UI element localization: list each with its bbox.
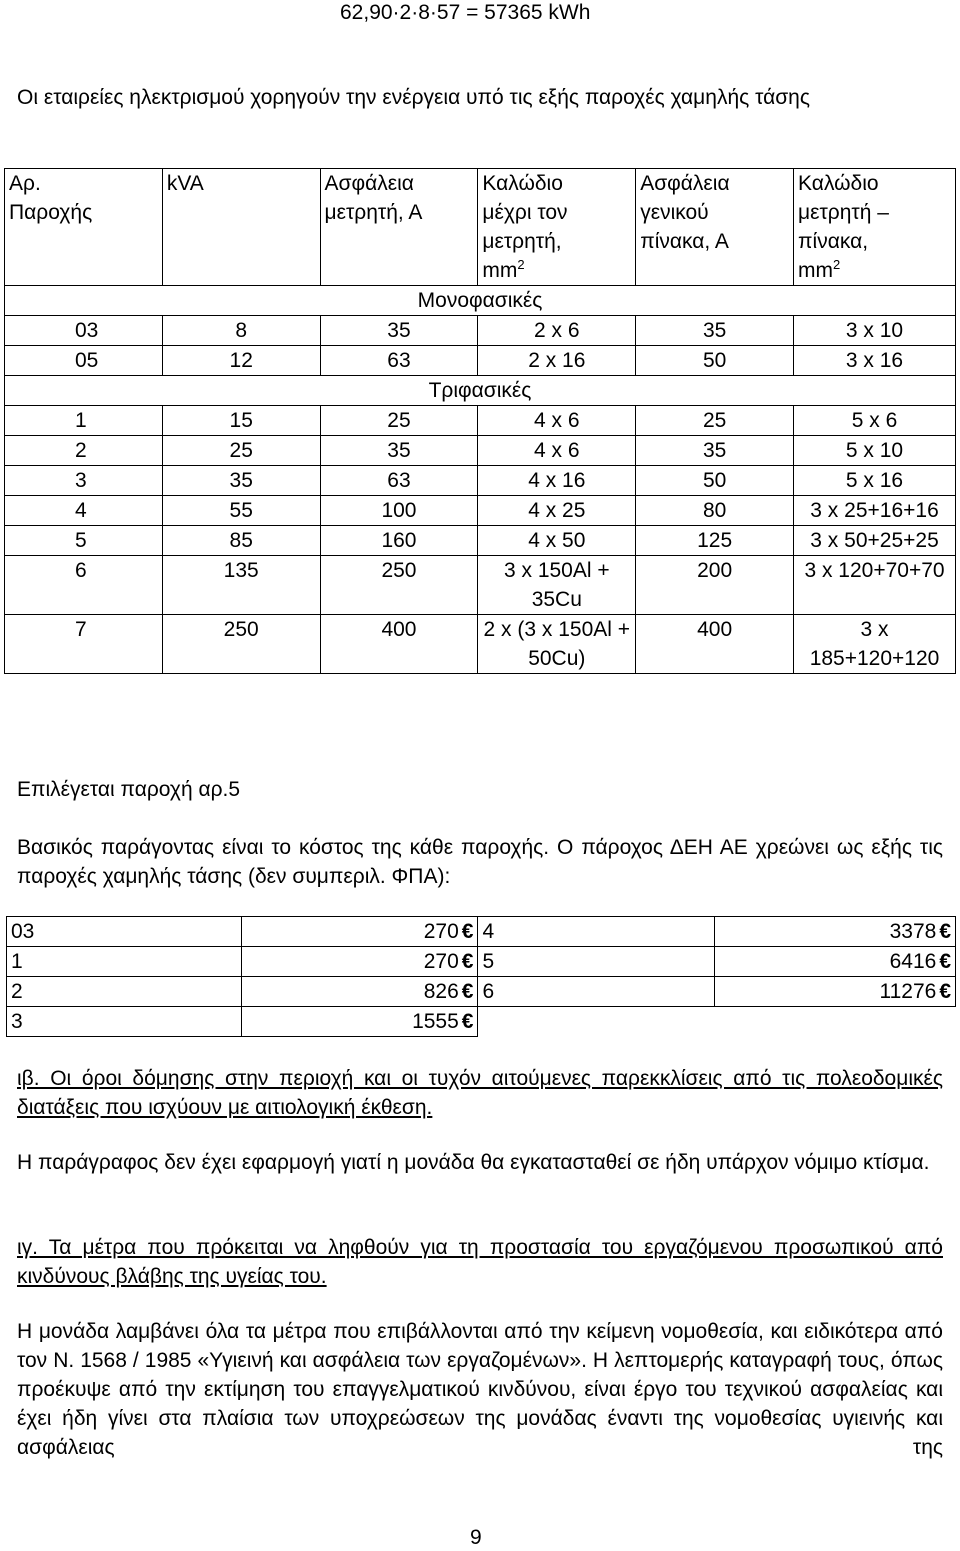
column-header (478, 169, 636, 286)
table-cell: 7 (5, 615, 163, 674)
superscript: 2 (517, 257, 525, 272)
header-line: kVA (166, 172, 204, 195)
table-cell: 160 (320, 526, 478, 556)
supply-cost (241, 977, 478, 1007)
supply-cost (715, 977, 956, 1007)
intro-paragraph: Οι εταιρείες ηλεκτρισμού χορηγούν την ενέργεια υπό τις εξής παροχές χαμηλής τάσης (17, 86, 810, 109)
section-ib-heading: ιβ. Οι όροι δόμησης στην περιοχή και οι τυχόν αιτούμενες παρεκκλίσεις από τις πολεοδομικές διατάξεις που ισχύουν με αιτιολογική έκθεση. (17, 1067, 943, 1119)
table-cell: 400 (636, 615, 794, 674)
section-row-single (5, 286, 956, 316)
table-cell: 3 x 10 (794, 316, 956, 346)
table-cell: 5 x 6 (794, 406, 956, 436)
euro-icon: € (461, 950, 474, 973)
supply-id: 2 (7, 977, 242, 1007)
table-cell: 100 (320, 496, 478, 526)
supply-table (4, 168, 956, 674)
table-cell: 2 x (3 x 150Al + 50Cu) (478, 615, 636, 674)
supply-cost (715, 917, 956, 947)
table-cell: 3 x 25+16+16 (794, 496, 956, 526)
table-row (5, 316, 956, 346)
table-row (5, 496, 956, 526)
table-row (7, 917, 956, 947)
superscript: 2 (833, 257, 841, 272)
table-cell: 135 (162, 556, 320, 615)
table-row (5, 556, 956, 615)
euro-icon: € (461, 1010, 474, 1033)
table-cell: 4 x 16 (478, 466, 636, 496)
cost-value: 11276 (879, 980, 937, 1003)
table-cell: 3 x 120+70+70 (794, 556, 956, 615)
table-cell: 6 (5, 556, 163, 615)
table-cell: 35 (320, 436, 478, 466)
table-cell: 8 (162, 316, 320, 346)
table-cell: 35 (636, 316, 794, 346)
section-label: Τριφασικές (5, 376, 956, 406)
supply-id: 03 (7, 917, 242, 947)
table-cell: 3 x 16 (794, 346, 956, 376)
header-line: Ασφάλεια (640, 172, 730, 195)
section-label: Μονοφασικές (5, 286, 956, 316)
supply-cost (241, 1007, 478, 1037)
table-cell: 50 (636, 346, 794, 376)
table-cell: 3 x 50+25+25 (794, 526, 956, 556)
cost-value: 826 (423, 980, 459, 1003)
table-cell: 3 x 150Al + 35Cu (478, 556, 636, 615)
table-cell: 250 (162, 615, 320, 674)
table-cell: 5 x 10 (794, 436, 956, 466)
table-cell: 25 (320, 406, 478, 436)
supply-id (478, 1007, 715, 1037)
table-cell: 250 (320, 556, 478, 615)
table-cell: 35 (162, 466, 320, 496)
table-cell: 1 (5, 406, 163, 436)
table-cell: 400 (320, 615, 478, 674)
table-cell: 5 x 16 (794, 466, 956, 496)
section-ib-text: Η παράγραφος δεν έχει εφαρμογή γιατί η μονάδα θα εγκατασταθεί σε ήδη υπάρχον νόμιμο κτίσμα. (17, 1151, 930, 1174)
table-row (7, 947, 956, 977)
table-cell: 4 x 25 (478, 496, 636, 526)
supply-cost (715, 947, 956, 977)
table-cell: 25 (636, 406, 794, 436)
page-number: 9 (470, 1526, 482, 1549)
cost-table (6, 916, 956, 1037)
supply-id: 3 (7, 1007, 242, 1037)
table-cell: 05 (5, 346, 163, 376)
selected-supply: Επιλέγεται παροχή αρ.5 (17, 778, 241, 801)
column-header (320, 169, 478, 286)
table-cell: 200 (636, 556, 794, 615)
table-cell: 85 (162, 526, 320, 556)
cost-intro-paragraph: Βασικός παράγοντας είναι το κόστος της κάθε παροχής. Ο πάροχος ΔΕΗ ΑΕ χρεώνει ως εξής τις παροχές χαμηλής τάσης (δεν συμπεριλ. ΦΠΑ): (17, 836, 943, 888)
table-cell: 5 (5, 526, 163, 556)
table-cell: 12 (162, 346, 320, 376)
header-line: μετρητή, Α (324, 201, 423, 224)
table-row (7, 1007, 956, 1037)
section-ig-heading: ιγ. Τα μέτρα που πρόκειται να ληφθούν για τη προστασία του εργαζόμενου προσωπικού από κινδύνους βλάβης της υγείας του. (17, 1236, 943, 1288)
header-line: mm (482, 259, 518, 282)
table-cell: 50 (636, 466, 794, 496)
header-line: Παροχής (9, 201, 93, 224)
header-line: mm (798, 259, 834, 282)
header-line: γενικού (640, 201, 709, 224)
cost-value: 1555 (412, 1010, 459, 1033)
supply-id: 1 (7, 947, 242, 977)
table-cell: 3 (5, 466, 163, 496)
euro-icon: € (939, 950, 951, 973)
table-cell: 80 (636, 496, 794, 526)
column-header (636, 169, 794, 286)
column-header (162, 169, 320, 286)
table-row (5, 406, 956, 436)
table-cell: 63 (320, 466, 478, 496)
supply-cost (715, 1007, 956, 1037)
header-line: μετρητή, (482, 230, 562, 253)
header-line: Καλώδιο (798, 172, 879, 195)
table-cell: 55 (162, 496, 320, 526)
supply-id: 4 (478, 917, 715, 947)
column-header (794, 169, 956, 286)
supply-cost (241, 917, 478, 947)
section-row-three (5, 376, 956, 406)
table-row (7, 977, 956, 1007)
table-cell: 3 x 185+120+120 (794, 615, 956, 674)
table-cell: 35 (636, 436, 794, 466)
table-cell: 4 x 6 (478, 436, 636, 466)
header-line: Καλώδιο (482, 172, 563, 195)
header-line: μετρητή – (798, 201, 889, 224)
table-cell: 4 (5, 496, 163, 526)
table-row (5, 615, 956, 674)
table-row (5, 436, 956, 466)
table-cell: 25 (162, 436, 320, 466)
euro-icon: € (939, 980, 951, 1003)
header-line: πίνακα, Α (640, 230, 729, 253)
euro-icon: € (939, 920, 951, 943)
header-line: πίνακα, (798, 230, 869, 253)
table-cell: 2 x 6 (478, 316, 636, 346)
table-row (5, 466, 956, 496)
table-row (5, 526, 956, 556)
table-cell: 03 (5, 316, 163, 346)
cost-value: 3378 (889, 920, 937, 943)
section-ig-text: Η μονάδα λαμβάνει όλα τα μέτρα που επιβάλλονται από την κείμενη νομοθεσία, και ειδικότερα από τον Ν. 1568 / 1985 «Υγιεινή και ασφάλεια των εργαζομένων». Η λεπτομερής καταγραφή τους, όπως προέκυψε από την εκτίμηση του επαγγελματικού κινδύνου, είναι έργο του τεχνικού ασφαλείας και έχει ήδη γίνει στα πλαίσια των υποχρεώσεων της μονάδας έναντι της νομοθεσίας υγιεινής και ασφάλειας της (17, 1320, 943, 1459)
top-formula: 62,90·2·8·57 = 57365 kWh (340, 1, 591, 24)
table-row (5, 346, 956, 376)
supply-id: 5 (478, 947, 715, 977)
table-cell: 35 (320, 316, 478, 346)
table-cell: 125 (636, 526, 794, 556)
column-header (5, 169, 163, 286)
cost-value: 270 (423, 950, 459, 973)
header-line: Αρ. (9, 172, 41, 195)
table-cell: 2 (5, 436, 163, 466)
table-cell: 4 x 6 (478, 406, 636, 436)
header-line: Ασφάλεια (324, 172, 414, 195)
header-line: μέχρι τον (482, 201, 568, 224)
table-cell: 15 (162, 406, 320, 436)
supply-table-header (5, 169, 956, 286)
supply-cost (241, 947, 478, 977)
cost-value: 270 (423, 920, 459, 943)
table-cell: 2 x 16 (478, 346, 636, 376)
table-cell: 63 (320, 346, 478, 376)
euro-icon: € (461, 980, 474, 1003)
supply-id: 6 (478, 977, 715, 1007)
euro-icon: € (461, 920, 474, 943)
cost-value: 6416 (889, 950, 937, 973)
table-cell: 4 x 50 (478, 526, 636, 556)
